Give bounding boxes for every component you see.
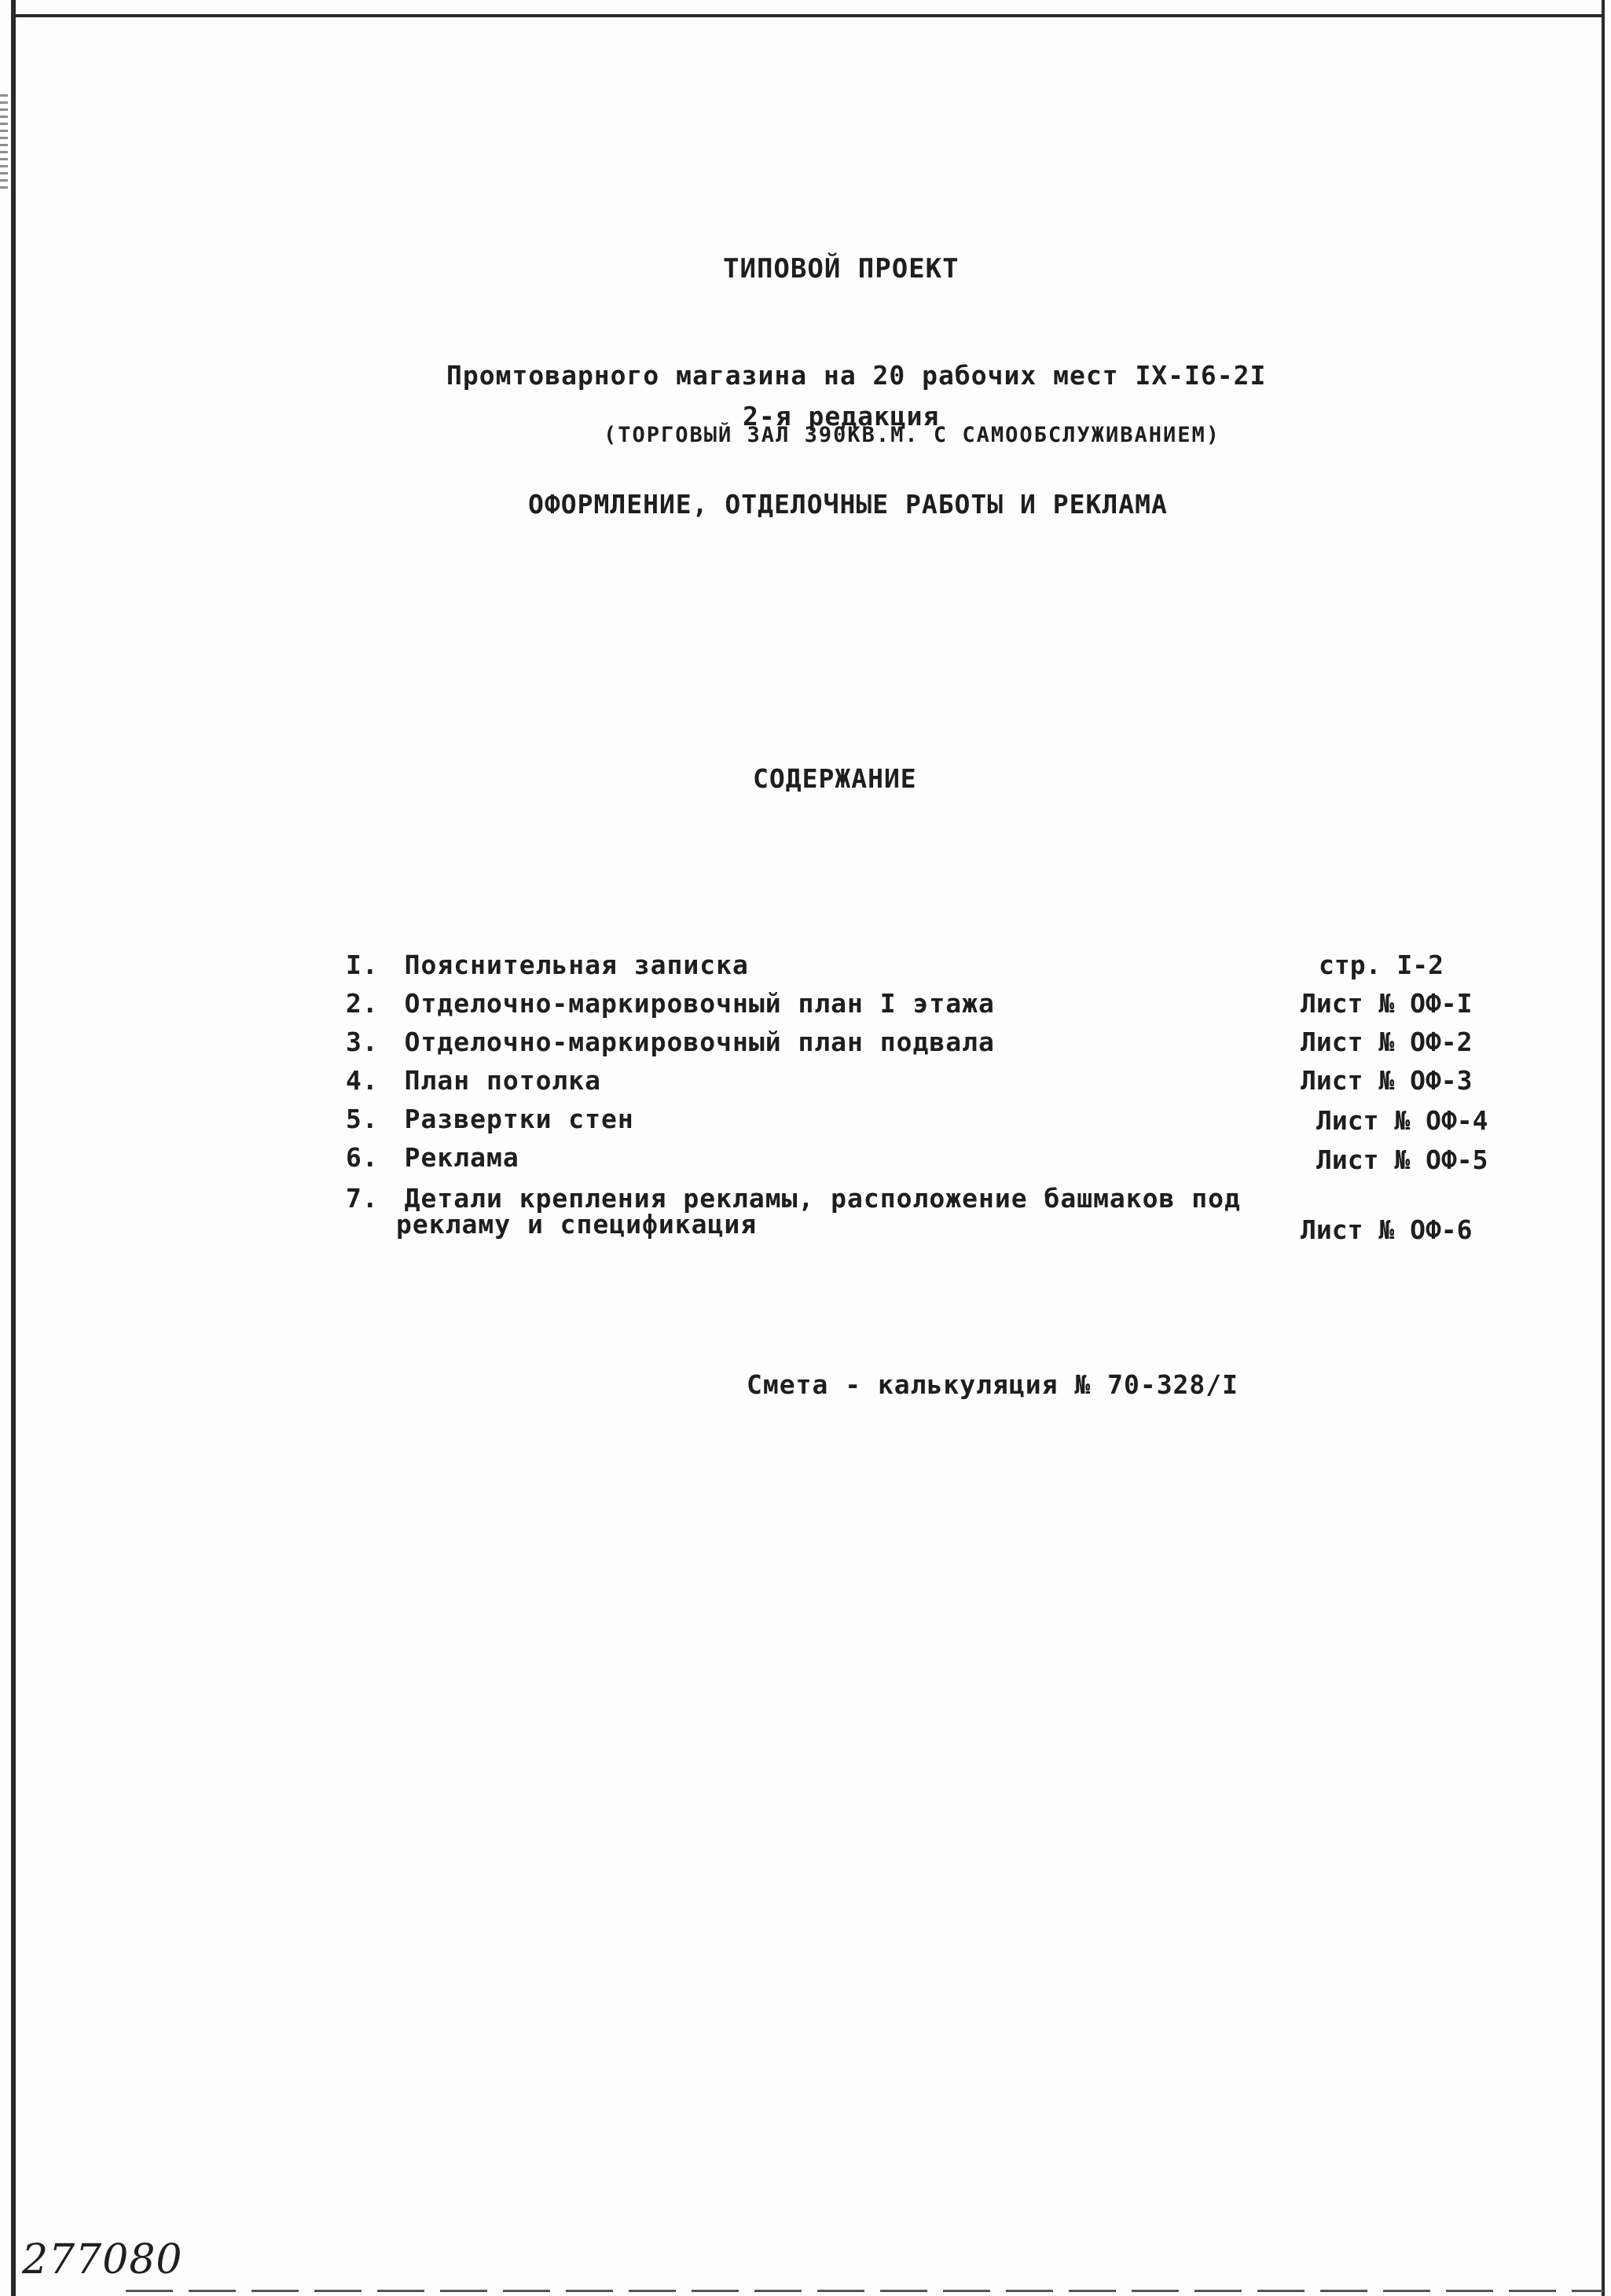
scan-border-right <box>1602 0 1605 2296</box>
item-ref: Лист № ОФ-4 <box>1316 1105 1488 1136</box>
item-number: 2. <box>346 988 379 1019</box>
scan-border-left <box>11 0 16 2296</box>
scan-noise <box>0 94 8 189</box>
item-ref: Лист № ОФ-I <box>1301 988 1473 1019</box>
item-text: Детали крепления рекламы, расположение башмаков под <box>404 1183 1241 1214</box>
estimate-reference: Смета - калькуляция № 70-328/I <box>747 1369 1239 1400</box>
list-item <box>346 1027 995 1057</box>
list-item <box>346 1104 634 1134</box>
item-text: Отделочно-маркировочный план подвала <box>404 1027 995 1057</box>
item-number: 3. <box>346 1027 379 1057</box>
item-text: План потолка <box>404 1065 602 1096</box>
item-text-continued: рекламу и спецификация <box>396 1209 758 1240</box>
item-ref: стр. I-2 <box>1319 950 1444 980</box>
contents-heading: СОДЕРЖАНИЕ <box>753 763 917 794</box>
project-subtitle: Промтоварного магазина на 20 рабочих мест IX-I6-2I <box>446 360 1267 391</box>
document-title: ТИПОВОЙ ПРОЕКТ <box>723 253 960 285</box>
scan-border-bottom <box>126 2290 1603 2292</box>
list-item <box>346 950 749 980</box>
item-text: Отделочно-маркировочный план I этажа <box>404 988 995 1019</box>
item-text: Пояснительная записка <box>404 950 749 980</box>
item-text: Развертки стен <box>404 1104 634 1134</box>
item-number: 7. <box>346 1183 379 1214</box>
scan-border-top <box>11 14 1605 17</box>
item-number: 5. <box>346 1104 379 1134</box>
list-item <box>346 1142 519 1173</box>
item-ref: Лист № ОФ-2 <box>1301 1027 1473 1057</box>
archive-number: 277080 <box>22 2236 183 2283</box>
item-ref: Лист № ОФ-3 <box>1301 1065 1473 1096</box>
section-title: ОФОРМЛЕНИЕ, ОТДЕЛОЧНЫЕ РАБОТЫ И РЕКЛАМА <box>528 489 1168 520</box>
edition-note: 2-я редакция <box>743 401 940 432</box>
list-item <box>346 988 995 1019</box>
list-item <box>346 1065 601 1096</box>
item-number: 6. <box>346 1142 379 1173</box>
item-ref: Лист № ОФ-5 <box>1316 1144 1488 1175</box>
item-number: I. <box>346 950 379 980</box>
item-text: Реклама <box>404 1142 519 1173</box>
item-number: 4. <box>346 1065 379 1096</box>
hall-note: (ТОРГОВЫЙ ЗАЛ 390КВ.М. С САМООБСЛУЖИВАНИЕМ) <box>604 423 1220 447</box>
item-ref: Лист № ОФ-6 <box>1301 1214 1473 1245</box>
